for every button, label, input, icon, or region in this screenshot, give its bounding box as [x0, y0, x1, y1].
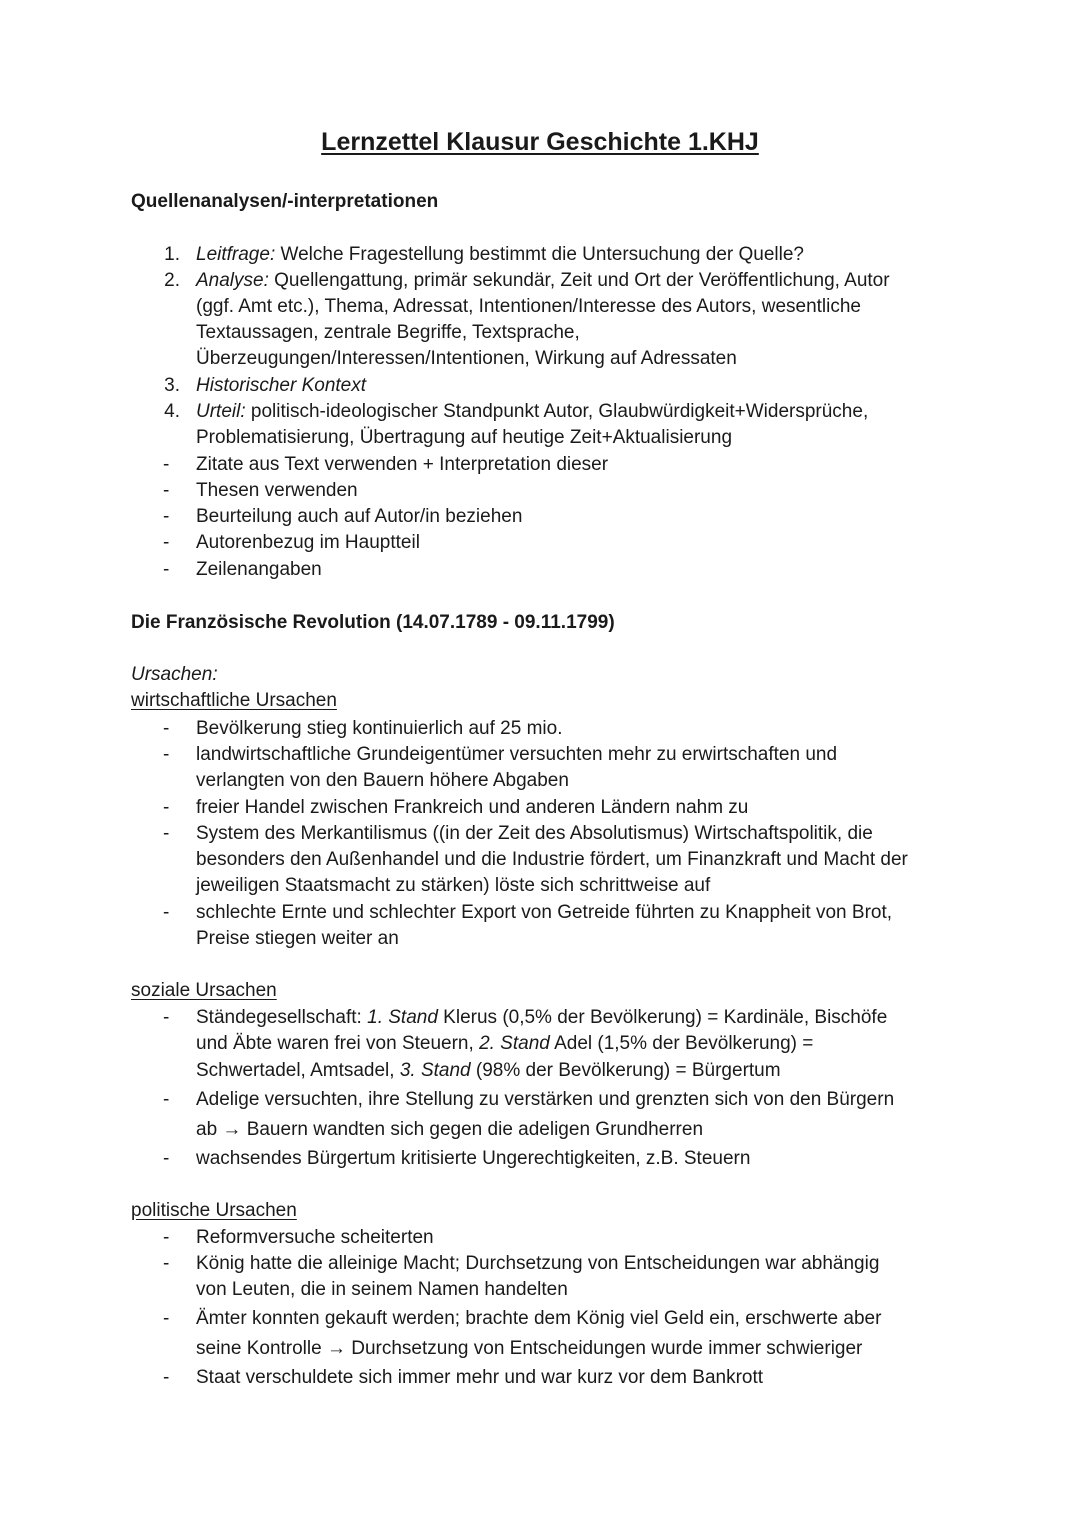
bullet-item: System des Merkantilismus ((in der Zeit des Absolutismus) Wirtschaftspolitik, die — [196, 823, 873, 844]
bullet-dash: - — [163, 718, 170, 739]
bullet-item-cont: und Äbte waren frei von Steuern, 2. Stand Adel (1,5% der Bevölkerung) = — [196, 1033, 814, 1054]
bullet-item-cont: Schwertadel, Amtsadel, 3. Stand (98% der Bevölkerung) = Bürgertum — [196, 1060, 781, 1081]
ursachen-label: Ursachen: — [131, 664, 218, 685]
bullet-dash: - — [163, 1308, 170, 1329]
bullet-item-cont: von Leuten, die in seinem Namen handelten — [196, 1279, 568, 1300]
section-heading-revolution: Die Französische Revolution (14.07.1789 - 09.11.1799) — [131, 612, 615, 633]
subheading-sozial: soziale Ursachen — [131, 980, 277, 1001]
bullet-item: Ämter konnten gekauft werden; brachte dem König viel Geld ein, erschwerte aber — [196, 1308, 882, 1329]
numbered-item-line: Problematisierung, Übertragung auf heutige Zeit+Aktualisierung — [196, 427, 733, 448]
list-number: 2. — [164, 270, 180, 291]
bullet-item: Beurteilung auch auf Autor/in beziehen — [196, 506, 523, 527]
bullet-item: schlechte Ernte und schlechter Export von Getreide führten zu Knappheit von Brot, — [196, 902, 893, 923]
numbered-item-line: Historischer Kontext — [196, 375, 367, 396]
bullet-item-cont: Preise stiegen weiter an — [196, 928, 399, 949]
bullet-dash: - — [163, 902, 170, 923]
bullet-dash: - — [163, 454, 170, 475]
bullet-item: wachsendes Bürgertum kritisierte Ungerechtigkeiten, z.B. Steuern — [196, 1148, 751, 1169]
bullet-dash: - — [163, 506, 170, 527]
subheading-wirtschaftlich: wirtschaftliche Ursachen — [131, 690, 337, 711]
bullet-item: Ständegesellschaft: 1. Stand Klerus (0,5% der Bevölkerung) = Kardinäle, Bischöfe — [196, 1007, 888, 1028]
bullet-item: Reformversuche scheiterten — [196, 1227, 434, 1248]
bullet-dash: - — [163, 480, 170, 501]
bullet-dash: - — [163, 797, 170, 818]
bullet-dash: - — [163, 1253, 170, 1274]
list-number: 4. — [164, 401, 180, 422]
numbered-item-line: Urteil: politisch-ideologischer Standpunkt Autor, Glaubwürdigkeit+Widersprüche, — [196, 401, 869, 422]
bullet-item-cont: jeweiligen Staatsmacht zu stärken) löste sich schrittweise auf — [196, 875, 711, 896]
bullet-item: Adelige versuchten, ihre Stellung zu verstärken und grenzten sich von den Bürgern — [196, 1089, 895, 1110]
bullet-item: landwirtschaftliche Grundeigentümer versuchten mehr zu erwirtschaften und — [196, 744, 838, 765]
bullet-item: Zeilenangaben — [196, 559, 322, 580]
bullet-dash: - — [163, 559, 170, 580]
bullet-dash: - — [163, 1007, 170, 1028]
list-number: 3. — [164, 375, 180, 396]
bullet-item-cont: seine Kontrolle → Durchsetzung von Entscheidungen wurde immer schwieriger — [196, 1338, 863, 1359]
bullet-dash: - — [163, 823, 170, 844]
page-title: Lernzettel Klausur Geschichte 1.KHJ — [321, 128, 759, 156]
bullet-item: König hatte die alleinige Macht; Durchsetzung von Entscheidungen war abhängig — [196, 1253, 880, 1274]
bullet-item: Thesen verwenden — [196, 480, 358, 501]
bullet-item: Bevölkerung stieg kontinuierlich auf 25 mio. — [196, 718, 563, 739]
bullet-dash: - — [163, 1367, 170, 1388]
numbered-item-line: Leitfrage: Welche Fragestellung bestimmt die Untersuchung der Quelle? — [196, 244, 804, 265]
bullet-item: Staat verschuldete sich immer mehr und war kurz vor dem Bankrott — [196, 1367, 764, 1388]
bullet-item-cont: ab → Bauern wandten sich gegen die adeligen Grundherren — [196, 1119, 704, 1140]
numbered-item-line: Überzeugungen/Interessen/Intentionen, Wirkung auf Adressaten — [196, 348, 737, 369]
bullet-item: Zitate aus Text verwenden + Interpretation dieser — [196, 454, 609, 475]
numbered-item-line: (ggf. Amt etc.), Thema, Adressat, Intentionen/Interesse des Autors, wesentliche — [196, 296, 861, 317]
bullet-item: freier Handel zwischen Frankreich und anderen Ländern nahm zu — [196, 797, 749, 818]
bullet-dash: - — [163, 744, 170, 765]
numbered-item-line: Textaussagen, zentrale Begriffe, Textsprache, — [196, 322, 580, 343]
bullet-dash: - — [163, 1227, 170, 1248]
bullet-item: Autorenbezug im Hauptteil — [196, 532, 420, 553]
bullet-dash: - — [163, 1089, 170, 1110]
bullet-dash: - — [163, 1148, 170, 1169]
bullet-dash: - — [163, 532, 170, 553]
section-heading-quellenanalyse: Quellenanalysen/-interpretationen — [131, 191, 439, 212]
bullet-item-cont: besonders den Außenhandel und die Industrie fördert, um Finanzkraft und Macht der — [196, 849, 908, 870]
subheading-politisch: politische Ursachen — [131, 1200, 297, 1221]
bullet-item-cont: verlangten von den Bauern höhere Abgaben — [196, 770, 569, 791]
numbered-item-line: Analyse: Quellengattung, primär sekundär, Zeit und Ort der Veröffentlichung, Autor — [196, 270, 890, 291]
list-number: 1. — [164, 244, 180, 265]
